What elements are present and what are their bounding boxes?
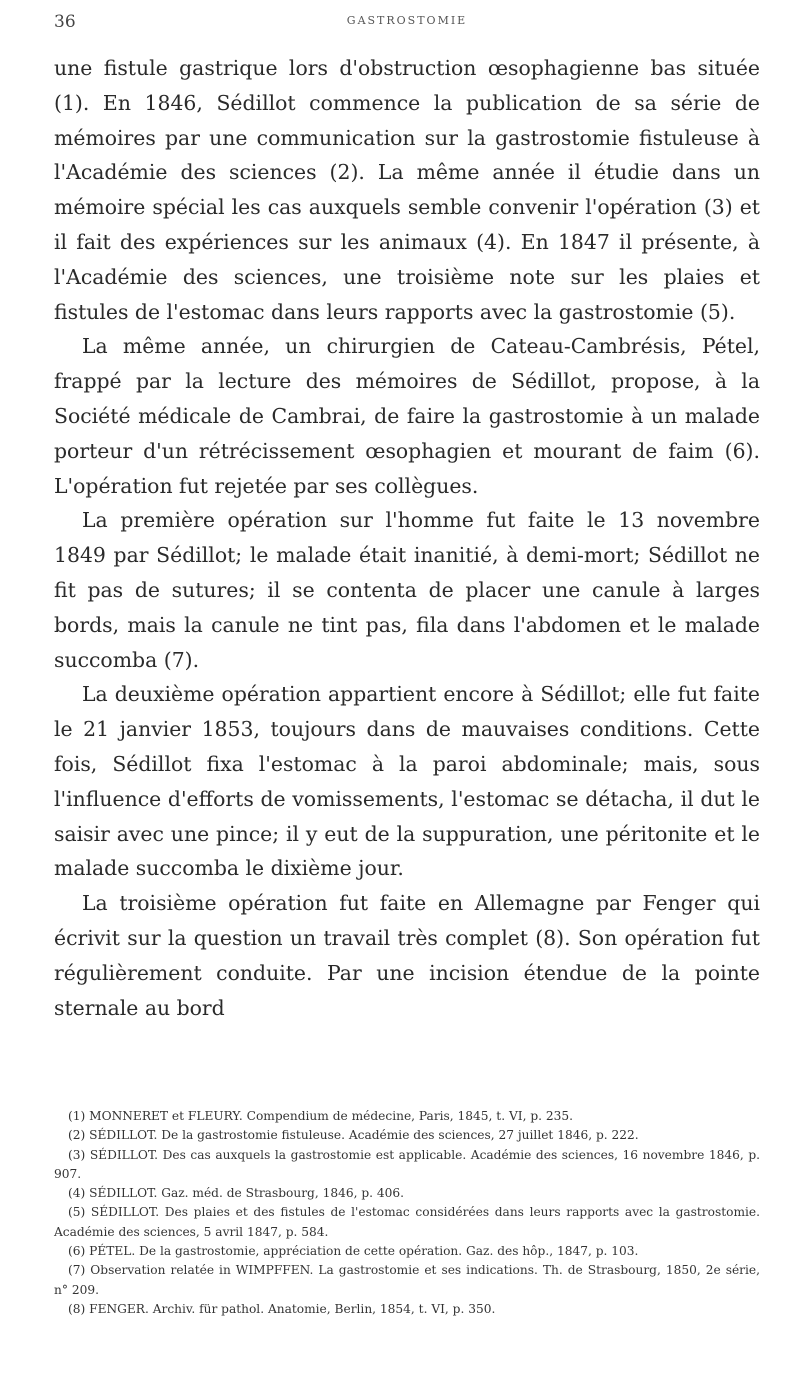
footnote: (7) Observation relatée in WIMPFFEN. La gastrostomie et ses indications. Th. de Strasbourg, 1850, 2e série, n° 209. <box>54 1263 760 1297</box>
paragraph: La première opération sur l'homme fut faite le 13 novembre 1849 par Sédillot; le malade était inanitié, à demi-mort; Sédillot ne fit pas de sutures; il se contenta de placer une canule à larges bords, mais la canule ne tint pas, fila dans l'abdomen et le malade succomba (7). <box>54 508 760 672</box>
running-title: GASTROSTOMIE <box>346 14 468 27</box>
footnote: (6) PÉTEL. De la gastrostomie, appréciation de cette opération. Gaz. des hôp., 1847, p. 103. <box>68 1244 639 1259</box>
page-number: 36 <box>54 12 76 32</box>
paragraph: La troisième opération fut faite en Allemagne par Fenger qui écrivit sur la question un travail très complet (8). Son opération fut régulièrement conduite. Par une incision étendue de la pointe sternale au bord <box>54 891 760 1020</box>
paragraph: une fistule gastrique lors d'obstruction œsophagienne bas située (1). En 1846, Sédillot commence la publication de sa série de mémoires par une communication sur la gastrostomie fistuleuse à l'Académie des sciences (2). La même année il étudie dans un mémoire spécial les cas auxquels semble convenir l'opération (3) et il fait des expériences sur les animaux (4). En 1847 il présente, à l'Académie des sciences, une troisième note sur les plaies et fistules de l'estomac dans leurs rapports avec la gastrostomie (5). <box>54 56 760 324</box>
footnote: (3) SÉDILLOT. Des cas auxquels la gastrostomie est applicable. Académie des sciences, 16 novembre 1846, p. 907. <box>54 1147 760 1181</box>
paragraph: La deuxième opération appartient encore à Sédillot; elle fut faite le 21 janvier 1853, toujours dans de mauvaises conditions. Cette fois, Sédillot fixa l'estomac à la paroi abdominale; mais, sous l'influence d'efforts de vomissements, l'estomac se détacha, il dut le saisir avec une pince; il y eut de la suppuration, une péritonite et le malade succomba le dixième jour. <box>54 682 760 881</box>
page-header <box>54 12 760 36</box>
paragraph: La même année, un chirurgien de Cateau-Cambrésis, Pétel, frappé par la lecture des mémoires de Sédillot, propose, à la Société médicale de Cambrai, de faire la gastrostomie à un malade porteur d'un rétrécissement œsophagien et mourant de faim (6). L'opération fut rejetée par ses collègues. <box>54 334 760 498</box>
footnote: (5) SÉDILLOT. Des plaies et des fistules de l'estomac considérées dans leurs rapports avec la gastrostomie. Académie des sciences, 5 avril 1847, p. 584. <box>54 1205 760 1239</box>
body-text <box>54 51 760 1025</box>
footnote: (1) MONNERET et FLEURY. Compendium de médecine, Paris, 1845, t. VI, p. 235. <box>68 1109 574 1123</box>
footnote: (8) FENGER. Archiv. für pathol. Anatomie, Berlin, 1854, t. VI, p. 350. <box>68 1301 496 1316</box>
footnote: (4) SÉDILLOT. Gaz. méd. de Strasbourg, 1846, p. 406. <box>68 1186 405 1201</box>
footnote: (2) SÉDILLOT. De la gastrostomie fistuleuse. Académie des sciences, 27 juillet 1846, p. 222. <box>68 1128 639 1143</box>
footnotes <box>54 1107 760 1319</box>
